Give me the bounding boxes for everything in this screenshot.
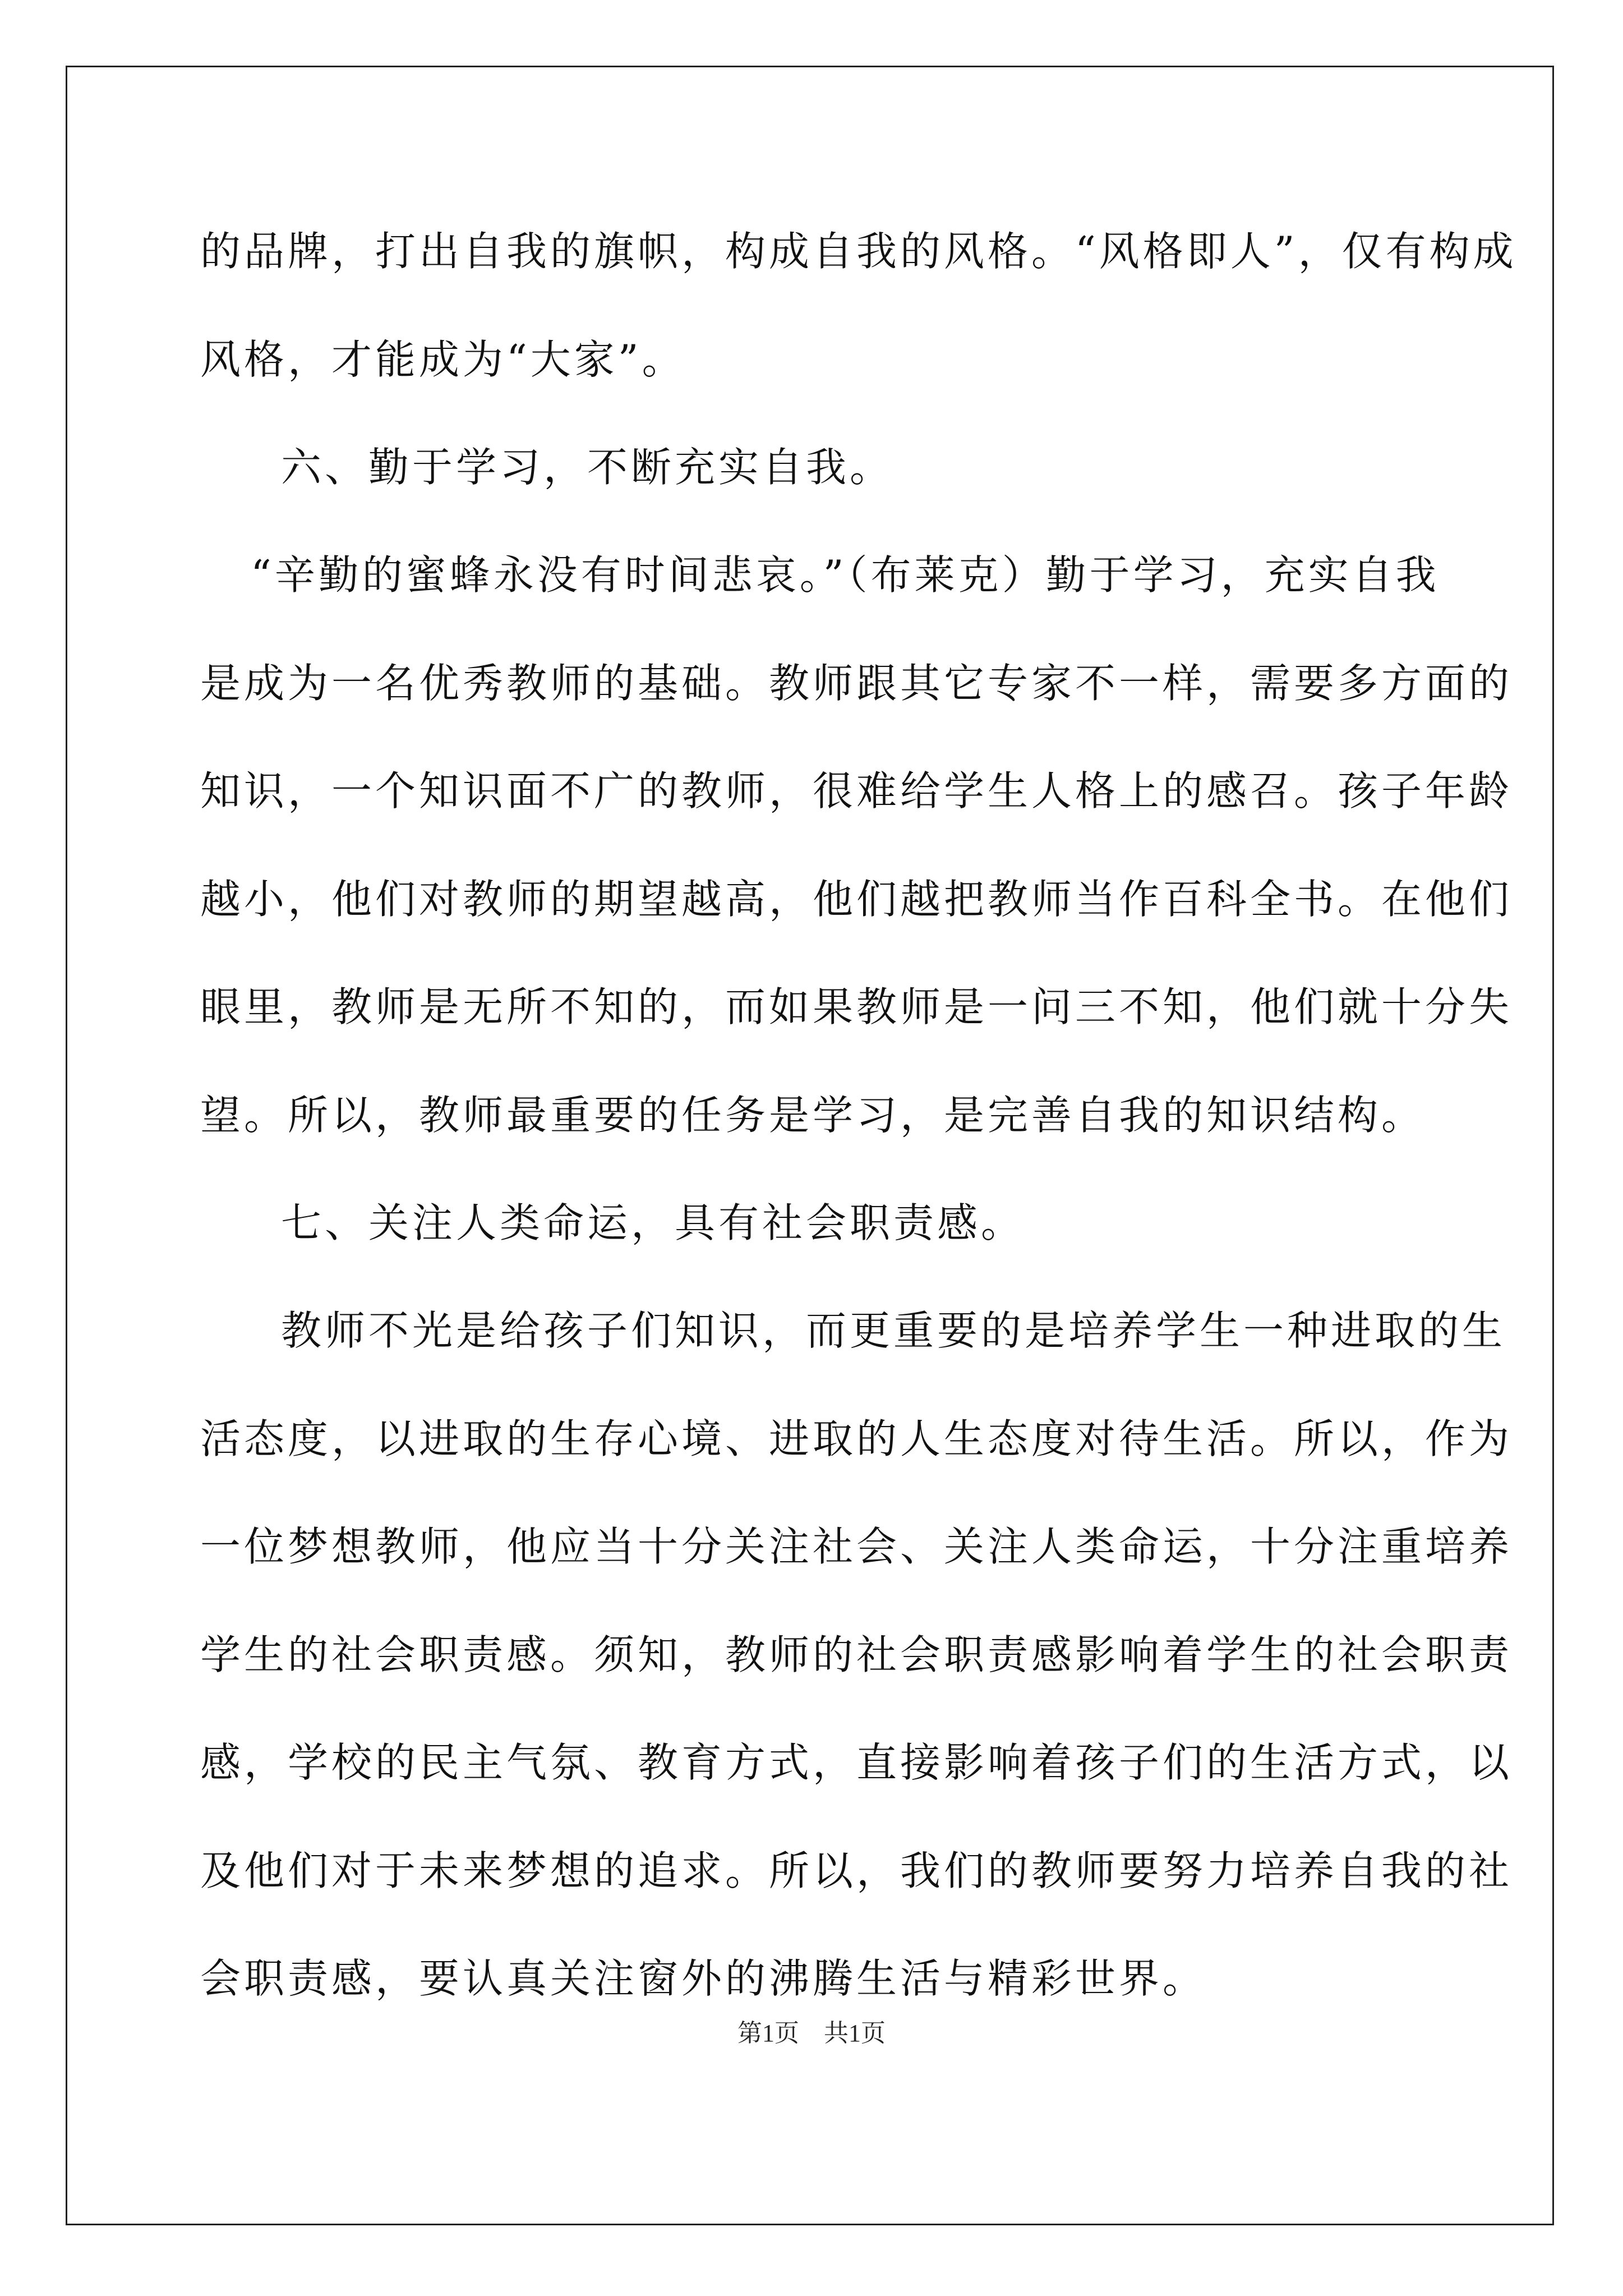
text-line-6: 知识，一个知识面不广的教师，很难给学生人格上的感召。孩子年龄 xyxy=(200,767,1513,815)
text-line-8: 眼里，教师是无所不知的，而如果教师是一问三不知，他们就十分失 xyxy=(200,983,1513,1030)
section-heading-7: 七、关注人类命运，具有社会职责感。 xyxy=(281,1199,1025,1246)
text-line-14: 学生的社会职责感。须知，教师的社会职责感影响着学生的社会职责 xyxy=(200,1631,1513,1678)
text-line-2: 风格，才能成为“大家”。 xyxy=(200,336,686,383)
section-heading-6: 六、勤于学习，不断充实自我。 xyxy=(281,444,894,491)
page-number-footer: 第1页 共1页 xyxy=(737,2019,886,2047)
text-line-12: 活态度，以进取的生存心境、进取的人生态度对待生活。所以，作为 xyxy=(200,1415,1513,1462)
text-line-5: 是成为一名优秀教师的基础。教师跟其它专家不一样，需要多方面的 xyxy=(200,660,1513,707)
text-line-16: 及他们对于未来梦想的追求。所以，我们的教师要努力培养自我的社 xyxy=(200,1847,1513,1894)
text-line-11: 教师不光是给孩子们知识，而更重要的是培养学生一种进取的生 xyxy=(281,1307,1506,1354)
text-line-15: 感，学校的民主气氛、教育方式，直接影响着孩子们的生活方式，以 xyxy=(200,1739,1513,1786)
text-line-7: 越小，他们对教师的期望越高，他们越把教师当作百科全书。在他们 xyxy=(200,876,1513,923)
text-line-17: 会职责感，要认真关注窗外的沸腾生活与精彩世界。 xyxy=(200,1955,1207,2002)
page-border xyxy=(66,66,1554,2225)
text-line-9: 望。所以，教师最重要的任务是学习，是完善自我的知识结构。 xyxy=(200,1092,1426,1139)
text-line-1: 的品牌，打出自我的旗帜，构成自我的风格。“风格即人”，仅有构成 xyxy=(200,228,1517,275)
text-line-13: 一位梦想教师，他应当十分关注社会、关注人类命运，十分注重培养 xyxy=(200,1523,1513,1570)
text-line-4: “辛勤的蜜蜂永没有时间悲哀。”（布莱克）勤于学习，充实自我 xyxy=(251,551,1440,599)
